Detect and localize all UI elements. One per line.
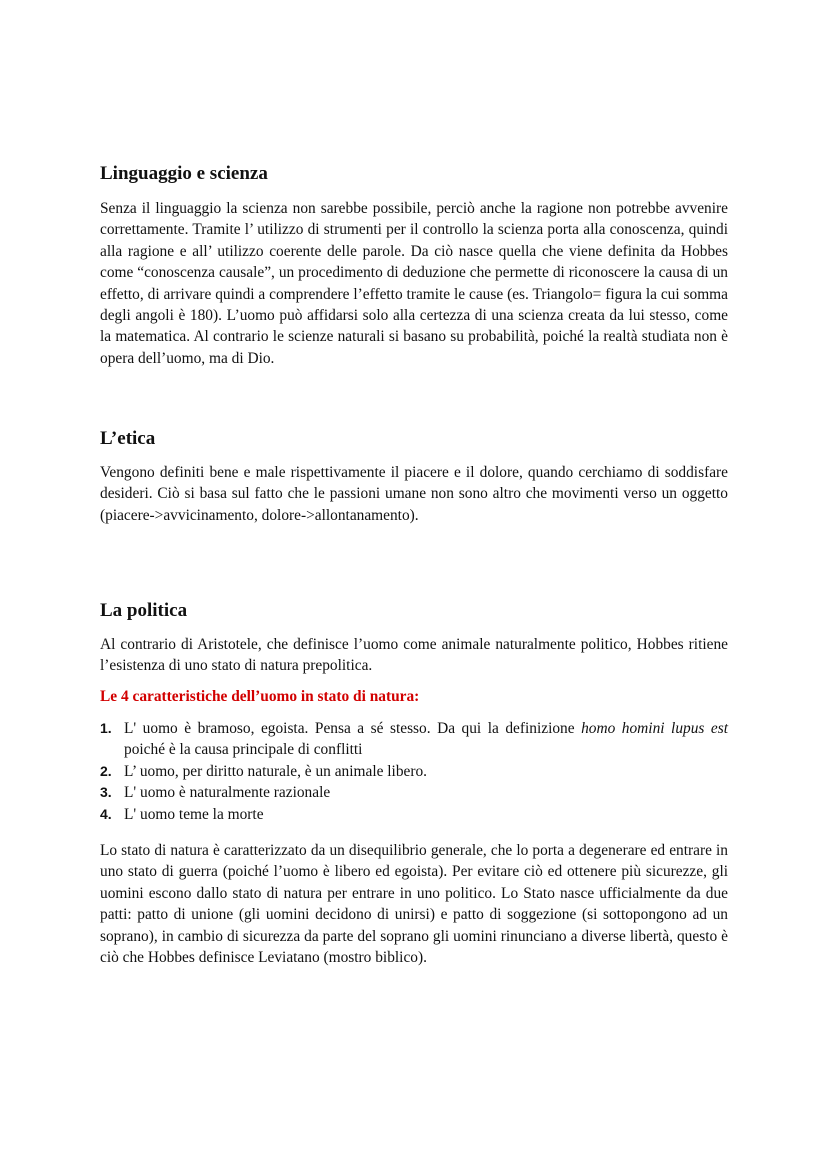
section-heading-linguaggio: Linguaggio e scienza — [100, 163, 268, 184]
list-item — [100, 804, 728, 825]
characteristics-title: Le 4 caratteristiche dell’uomo in stato di natura: — [100, 688, 420, 705]
characteristics-list — [100, 718, 728, 825]
list-item-italic: homo homini lupus est — [581, 720, 728, 737]
list-item-text: L' uomo è bramoso, egoista. Pensa a sé stesso. Da qui la definizione — [124, 720, 582, 737]
list-item-text: L' uomo è naturalmente razionale — [124, 784, 331, 802]
section-paragraph-etica: Vengono definiti bene e male rispettivamente il piacere e il dolore, quando cerchiamo di soddisfare desideri. Ciò si basa sul fatto che le passioni umane non sono altro che movimenti verso un oggetto (piacere->avvicinamento, dolore->allontanamento). — [100, 464, 728, 524]
list-item — [100, 761, 728, 782]
list-item-number: 4. — [100, 805, 112, 822]
closing-paragraph: Lo stato di natura è caratterizzato da un disequilibrio generale, che lo porta a degenerare ed entrare in uno stato di guerra (poiché l’uomo è libero ed egoista). Per evitare ciò ed ottenere più sicurezze, gli uomini escono dallo stato di natura per entrare in uno politico. Lo Stato nasce ufficialmente da due patti: patto di unione (gli uomini decidono di unirsi) e patto di soggezione (si sottopongono ad un soprano), in cambio di sicurezza da parte del soprano gli uomini rinunciano a diverse libertà, questo è ciò che Hobbes definisce Leviatano (mostro biblico). — [100, 842, 728, 967]
section-paragraph-linguaggio: Senza il linguaggio la scienza non sarebbe possibile, perciò anche la ragione non potrebbe avvenire correttamente. Tramite l’ utilizzo di strumenti per il controllo la scienza porta alla conoscenza, quindi alla ragione e all’ utilizzo coerente delle parole. Da ciò nasce quella che viene definita da Hobbes come “conoscenza causale”, un procedimento di deduzione che permette di riconoscere la causa di un effetto, di arrivare quindi a comprendere l’effetto tramite le cause (es. Triangolo= figura la cui somma degli angoli è 180). L’uomo può affidarsi solo alla certezza di una scienza creata da lui stesso, come la matematica. Al contrario le scienze naturali si basano su probabilità, poiché la realtà studiata non è opera dell’uomo, ma di Dio. — [100, 200, 728, 367]
section-heading-politica: La politica — [100, 600, 188, 621]
list-item — [100, 718, 728, 761]
list-item-text: L’ uomo, per diritto naturale, è un animale libero. — [124, 762, 428, 780]
list-item — [100, 782, 728, 803]
list-item-number: 2. — [100, 762, 112, 779]
list-item-number: 3. — [100, 784, 112, 801]
section-heading-etica: L’etica — [100, 428, 156, 449]
list-item-number: 1. — [100, 720, 112, 736]
list-item-text: L' uomo teme la morte — [124, 805, 264, 823]
list-item-text-after: poiché è la causa principale di conflitti — [124, 741, 363, 759]
section-paragraph-politica: Al contrario di Aristotele, che definisce l’uomo come animale naturalmente politico, Hobbes ritiene l’esistenza di uno stato di natura prepolitica. — [100, 636, 728, 675]
